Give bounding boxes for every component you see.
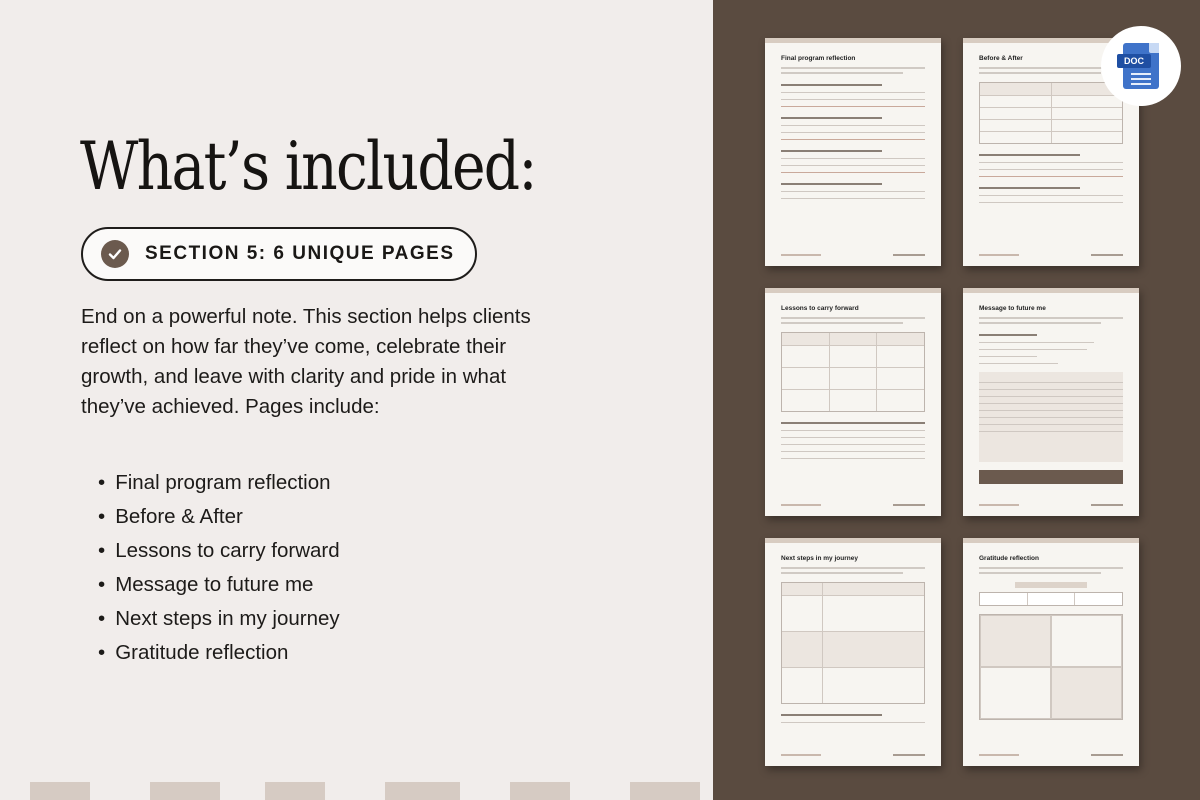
section-badge [81,227,477,281]
decorative-shape [265,782,325,800]
page-title: What’s included: [80,128,536,205]
doc-badge-label: DOC [1117,54,1151,68]
decorative-shape [630,782,700,800]
decorative-shape [385,782,460,800]
list-item: • Message to future me [98,568,340,602]
decorative-shape [510,782,570,800]
preview-page-message-future [963,288,1139,516]
preview-page-lessons [765,288,941,516]
preview-page-title: Before & After [979,55,1023,62]
preview-panel [713,0,1200,800]
preview-page-title: Gratitude reflection [979,555,1039,562]
preview-page-title: Final program reflection [781,55,856,62]
doc-format-badge [1101,26,1181,106]
preview-page-next-steps [765,538,941,766]
doc-file-icon [1123,43,1159,89]
list-item: • Gratitude reflection [98,636,340,670]
check-circle-icon [101,240,129,268]
section-label: SECTION 5: 6 UNIQUE PAGES [145,243,455,264]
decorative-shape [150,782,220,800]
decorative-shape [30,782,90,800]
preview-page-gratitude [963,538,1139,766]
list-item: • Lessons to carry forward [98,534,340,568]
section-description: End on a powerful note. This section helps clients reflect on how far they’ve come, celebrate their growth, and leave with clarity and pride in what they’ve achieved. Pages include: [81,305,531,418]
pages-list [98,466,340,670]
list-item: • Before & After [98,500,340,534]
list-item: • Final program reflection [98,466,340,500]
preview-page-title: Next steps in my journey [781,555,858,562]
list-item: • Next steps in my journey [98,602,340,636]
preview-page-final-reflection [765,38,941,266]
preview-page-title: Lessons to carry forward [781,305,859,312]
preview-page-title: Message to future me [979,305,1046,312]
